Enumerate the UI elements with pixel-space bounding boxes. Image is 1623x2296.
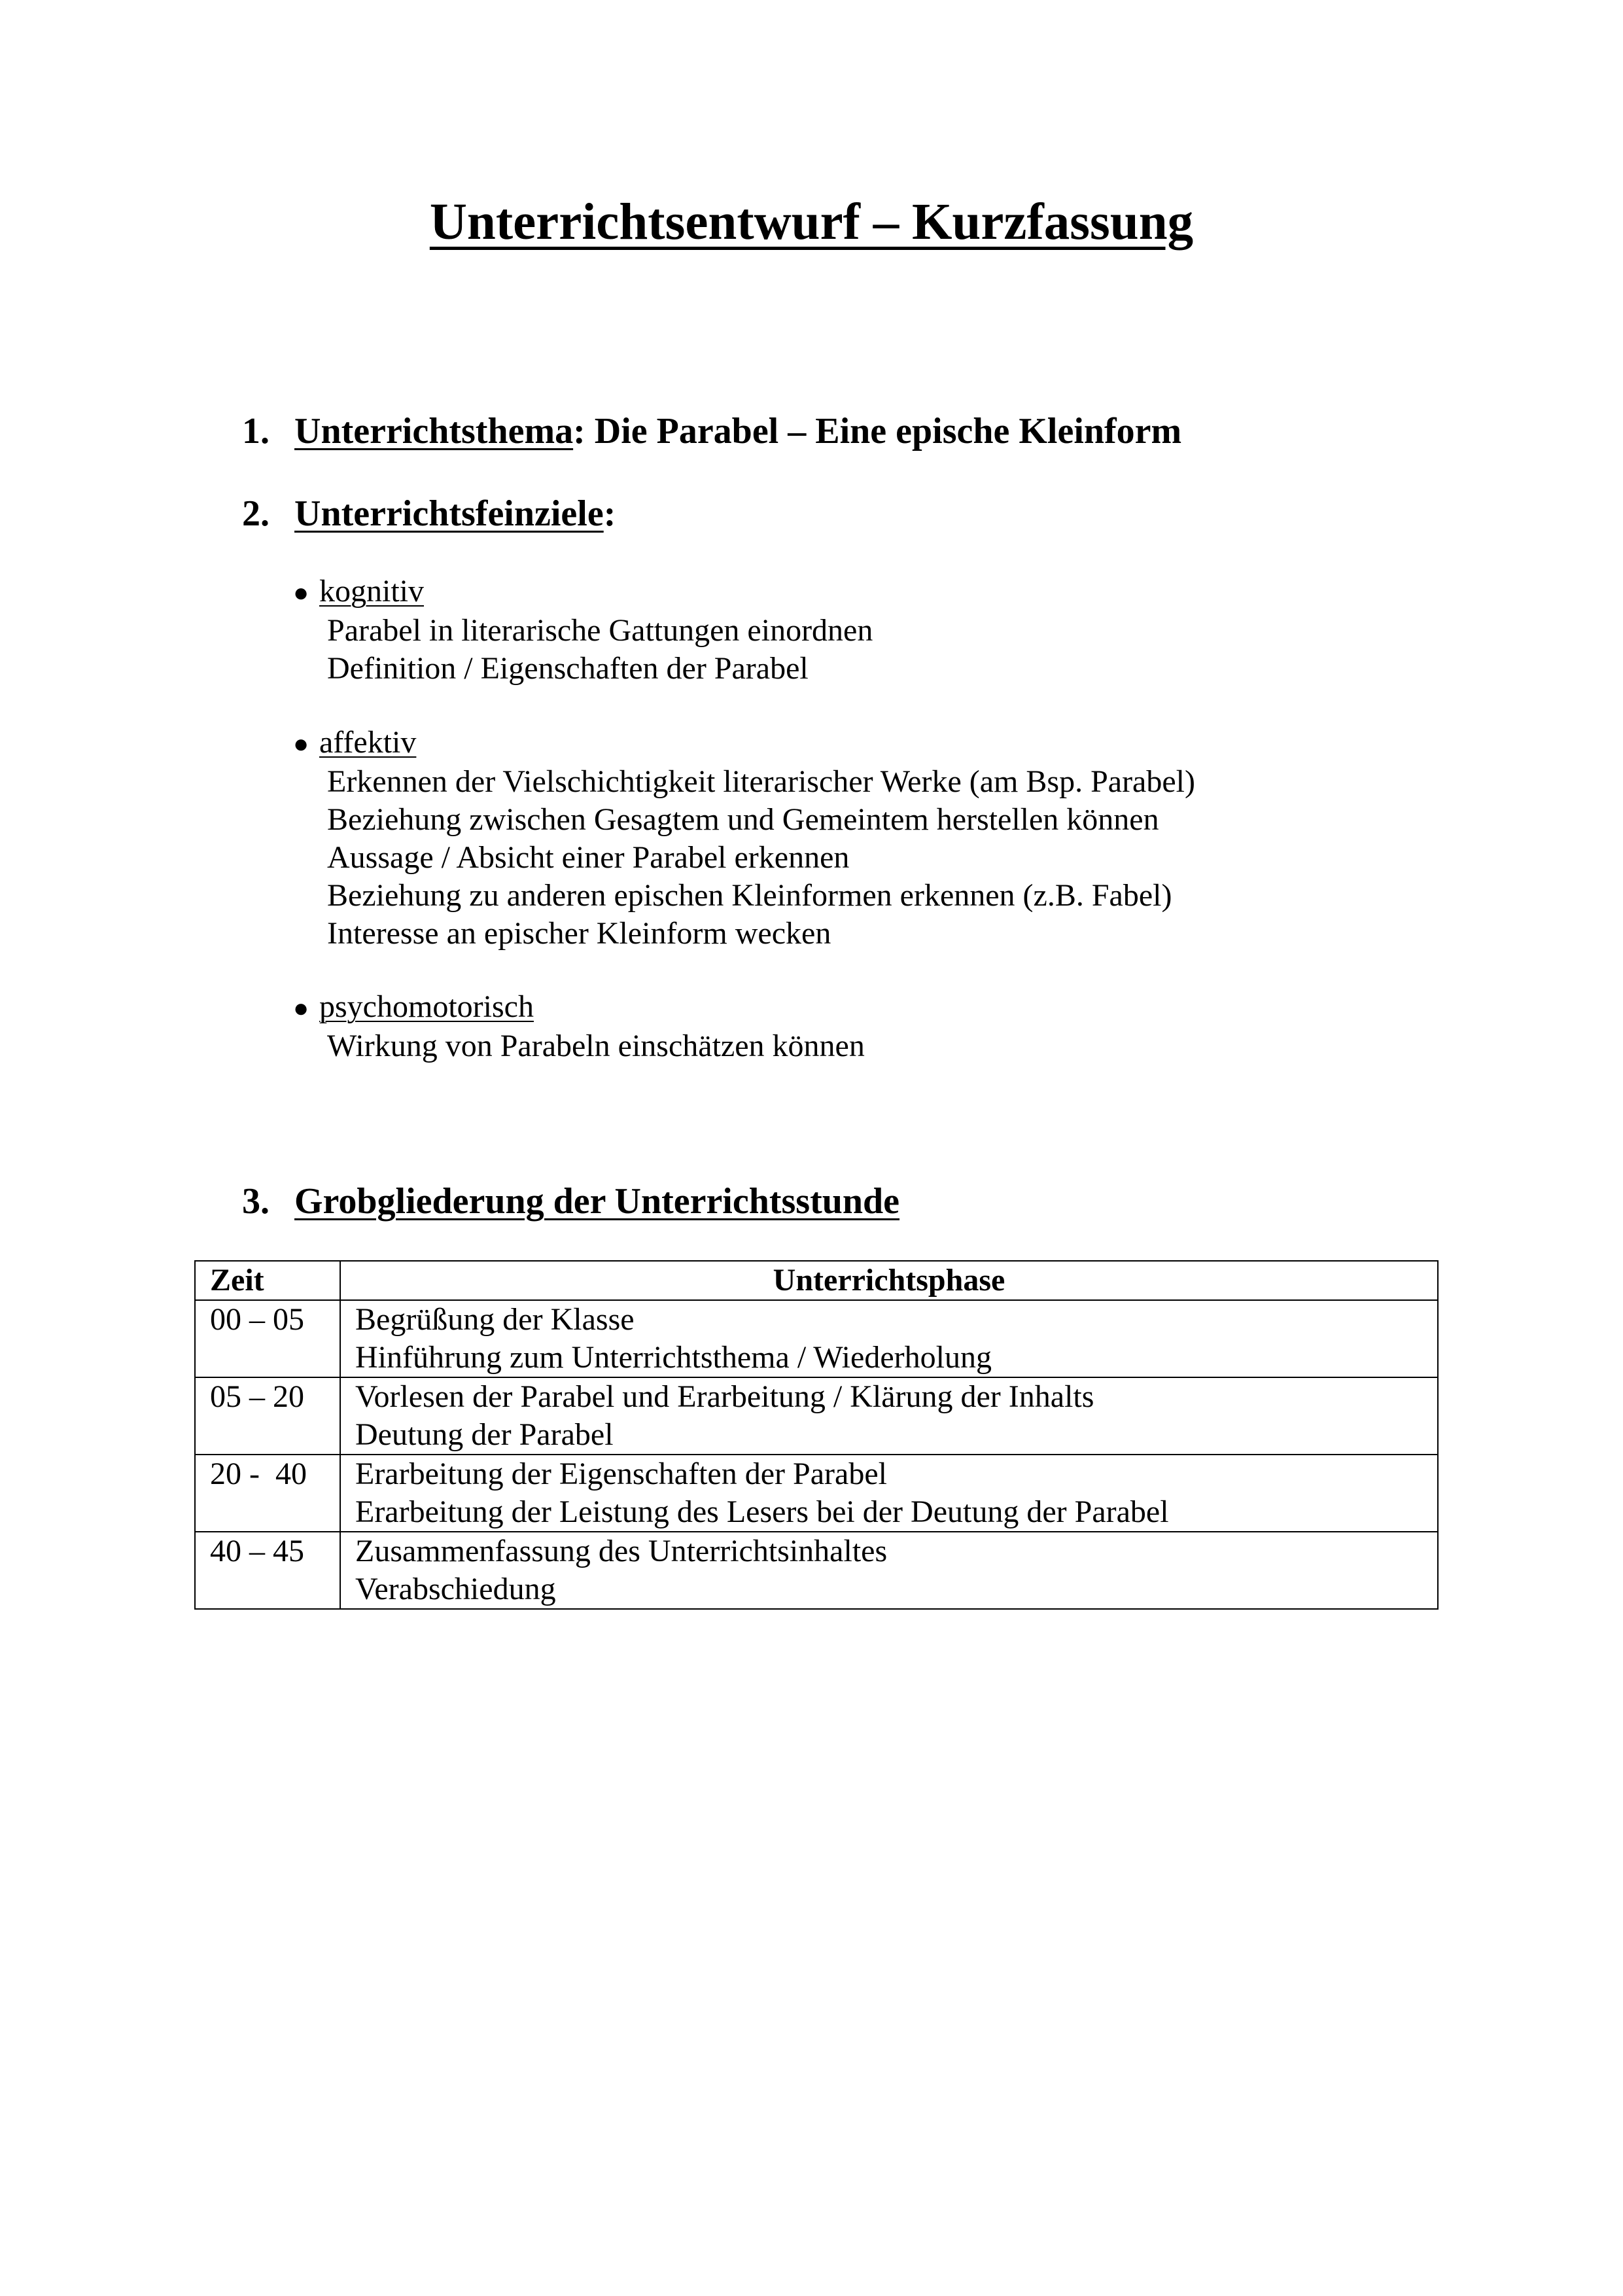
time-cell: 05 – 20 — [195, 1377, 340, 1455]
objective-line: Beziehung zu anderen epischen Kleinformen erkennen (z.B. Fabel) — [327, 878, 1172, 913]
objective-line: Wirkung von Parabeln einschätzen können — [327, 1029, 865, 1063]
objective-line: Beziehung zwischen Gesagtem und Gemeintem herstellen können — [327, 802, 1159, 837]
bullet-icon: ● — [293, 578, 309, 607]
bullet-icon: ● — [293, 729, 309, 758]
time-cell: 20 - 40 — [195, 1455, 340, 1532]
phase-line: Erarbeitung der Eigenschaften der Parabel — [355, 1457, 887, 1491]
objective-affektiv — [293, 724, 1195, 953]
objective-heading-row — [293, 724, 1195, 763]
bullet-icon: ● — [293, 993, 309, 1023]
objective-heading: kognitiv — [319, 574, 425, 609]
table-row — [195, 1300, 1438, 1377]
header-unterrichtsphase: Unterrichtsphase — [340, 1261, 1438, 1300]
section-label: Grobgliederung der Unterrichtsstunde — [294, 1181, 900, 1222]
section-label: Unterrichtsthema — [294, 411, 574, 451]
table-row — [195, 1532, 1438, 1609]
objective-line: Parabel in literarische Gattungen einordnen — [327, 613, 873, 648]
objective-heading: affektiv — [319, 725, 417, 760]
table-row — [195, 1455, 1438, 1532]
objective-line: Aussage / Absicht einer Parabel erkennen — [327, 840, 850, 875]
table-row — [195, 1377, 1438, 1455]
objective-psychomotorisch — [293, 988, 865, 1065]
objective-line: Definition / Eigenschaften der Parabel — [327, 651, 809, 686]
phase-cell — [340, 1532, 1438, 1609]
objective-line: Erkennen der Vielschichtigkeit literarischer Werke (am Bsp. Parabel) — [327, 764, 1195, 799]
header-zeit: Zeit — [195, 1261, 340, 1300]
phase-line: Verabschiedung — [355, 1572, 556, 1606]
phase-line: Erarbeitung der Leistung des Lesers bei der Deutung der Parabel — [355, 1494, 1169, 1529]
section-2-heading — [242, 493, 616, 535]
phase-line: Begrüßung der Klasse — [355, 1302, 635, 1337]
phase-cell — [340, 1377, 1438, 1455]
table-header-row — [195, 1261, 1438, 1300]
objective-heading-row — [293, 988, 865, 1027]
section-suffix: : Die Parabel – Eine epische Kleinform — [573, 411, 1182, 451]
objective-line: Interesse an epischer Kleinform wecken — [327, 916, 831, 951]
phase-line: Zusammenfassung des Unterrichtsinhaltes — [355, 1534, 888, 1568]
phase-line: Vorlesen der Parabel und Erarbeitung / Klärung der Inhalts — [355, 1379, 1094, 1414]
phase-cell — [340, 1300, 1438, 1377]
phase-line: Deutung der Parabel — [355, 1417, 614, 1452]
section-1-heading — [242, 410, 1181, 452]
section-label: Unterrichtsfeinziele — [294, 493, 604, 534]
section-3-heading — [242, 1180, 899, 1222]
objective-heading-row — [293, 573, 873, 612]
section-suffix: : — [603, 493, 616, 534]
objective-kognitiv — [293, 573, 873, 688]
phase-line: Hinführung zum Unterrichtsthema / Wiederholung — [355, 1340, 992, 1375]
phase-cell — [340, 1455, 1438, 1532]
section-number: 3. — [242, 1181, 270, 1222]
objective-heading: psychomotorisch — [319, 989, 534, 1024]
section-number: 1. — [242, 411, 270, 451]
document-title: Unterrichtsentwurf – Kurzfassung — [429, 194, 1194, 251]
schedule-table — [194, 1260, 1439, 1610]
time-cell: 40 – 45 — [195, 1532, 340, 1609]
time-cell: 00 – 05 — [195, 1300, 340, 1377]
section-number: 2. — [242, 493, 270, 534]
